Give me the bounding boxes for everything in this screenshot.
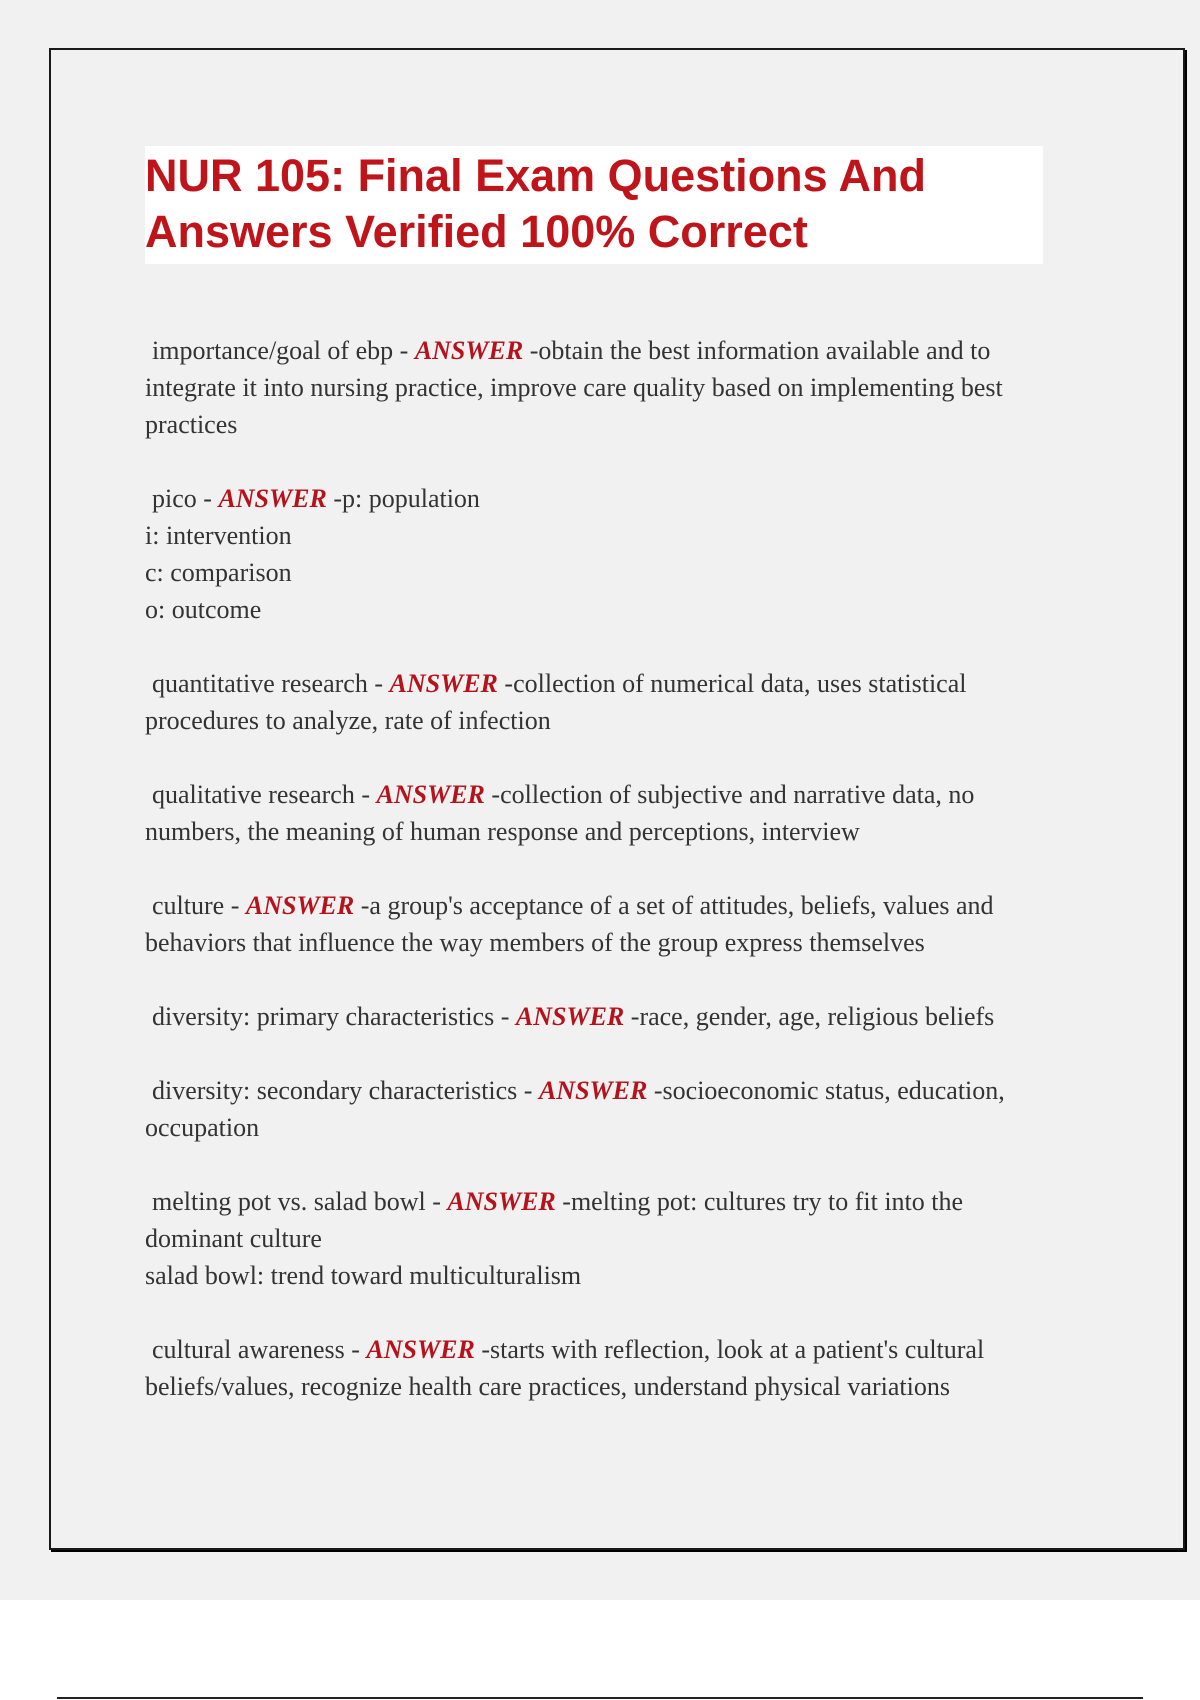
answer-text: obtain the best information available and to bbox=[538, 336, 991, 365]
bottom-rule bbox=[57, 1697, 1143, 1699]
document-title: NUR 105: Final Exam Questions And Answers Verified 100% Correct bbox=[145, 150, 926, 257]
answer-line: numbers, the meaning of human response and perceptions, interview bbox=[145, 817, 860, 846]
answer-label: ANSWER bbox=[218, 484, 327, 513]
qa-first-line: quantitative research - ANSWER -collection of numerical data, uses statistical bbox=[152, 669, 967, 698]
answer-text: socioeconomic status, education, bbox=[662, 1076, 1005, 1105]
answer-line: dominant culture bbox=[145, 1224, 322, 1253]
answer-line: procedures to analyze, rate of infection bbox=[145, 706, 551, 735]
answer-label: ANSWER bbox=[515, 1002, 625, 1031]
question-term: culture bbox=[152, 891, 225, 920]
qa-first-line: qualitative research - ANSWER -collection of subjective and narrative data, no bbox=[152, 780, 975, 809]
answer-line: i: intervention bbox=[145, 521, 292, 550]
qa-item bbox=[145, 998, 1085, 1035]
answer-text: collection of subjective and narrative data, no bbox=[500, 780, 975, 809]
answer-text: p: population bbox=[342, 484, 480, 513]
qa-item bbox=[145, 1331, 1085, 1405]
qa-list bbox=[145, 332, 1085, 1442]
qa-first-line: cultural awareness - ANSWER -starts with reflection, look at a patient's cultural bbox=[152, 1335, 985, 1364]
qa-first-line: diversity: secondary characteristics - ANSWER -socioeconomic status, education, bbox=[152, 1076, 1005, 1105]
qa-item bbox=[145, 332, 1085, 443]
qa-first-line: melting pot vs. salad bowl - ANSWER -melting pot: cultures try to fit into the bbox=[152, 1187, 964, 1216]
qa-item bbox=[145, 887, 1085, 961]
answer-label: ANSWER bbox=[389, 669, 498, 698]
answer-line: practices bbox=[145, 410, 238, 439]
answer-label: ANSWER bbox=[245, 891, 355, 920]
answer-label: ANSWER bbox=[414, 336, 524, 365]
question-term: pico bbox=[152, 484, 197, 513]
qa-item bbox=[145, 1072, 1085, 1146]
qa-first-line: pico - ANSWER -p: population bbox=[152, 484, 480, 513]
answer-text: race, gender, age, religious beliefs bbox=[639, 1002, 995, 1031]
answer-text: starts with reflection, look at a patient's cultural bbox=[489, 1335, 985, 1364]
answer-label: ANSWER bbox=[538, 1076, 648, 1105]
answer-line: integrate it into nursing practice, improve care quality based on implementing best bbox=[145, 373, 1003, 402]
question-term: diversity: secondary characteristics bbox=[152, 1076, 518, 1105]
qa-first-line: importance/goal of ebp - ANSWER -obtain the best information available and to bbox=[152, 336, 991, 365]
answer-text: a group's acceptance of a set of attitudes, beliefs, values and bbox=[369, 891, 994, 920]
qa-item bbox=[145, 1183, 1085, 1294]
qa-first-line: diversity: primary characteristics - ANSWER -race, gender, age, religious beliefs bbox=[152, 1002, 995, 1031]
answer-label: ANSWER bbox=[447, 1187, 556, 1216]
answer-label: ANSWER bbox=[376, 780, 485, 809]
question-term: diversity: primary characteristics bbox=[152, 1002, 495, 1031]
question-term: quantitative research bbox=[152, 669, 368, 698]
question-term: qualitative research bbox=[152, 780, 355, 809]
qa-item bbox=[145, 776, 1085, 850]
answer-line: behaviors that influence the way members of the group express themselves bbox=[145, 928, 925, 957]
question-term: melting pot vs. salad bowl bbox=[152, 1187, 426, 1216]
answer-line: c: comparison bbox=[145, 558, 292, 587]
answer-text: collection of numerical data, uses statistical bbox=[513, 669, 967, 698]
answer-text: melting pot: cultures try to fit into the bbox=[570, 1187, 964, 1216]
question-term: cultural awareness bbox=[152, 1335, 345, 1364]
qa-item bbox=[145, 665, 1085, 739]
answer-line: o: outcome bbox=[145, 595, 262, 624]
qa-item bbox=[145, 480, 1085, 628]
title-block bbox=[145, 146, 1043, 264]
answer-line: occupation bbox=[145, 1113, 260, 1142]
answer-line: beliefs/values, recognize health care practices, understand physical variations bbox=[145, 1372, 950, 1401]
answer-line: salad bowl: trend toward multiculturalism bbox=[145, 1261, 582, 1290]
qa-first-line: culture - ANSWER -a group's acceptance of a set of attitudes, beliefs, values and bbox=[152, 891, 994, 920]
question-term: importance/goal of ebp bbox=[152, 336, 394, 365]
answer-label: ANSWER bbox=[366, 1335, 475, 1364]
